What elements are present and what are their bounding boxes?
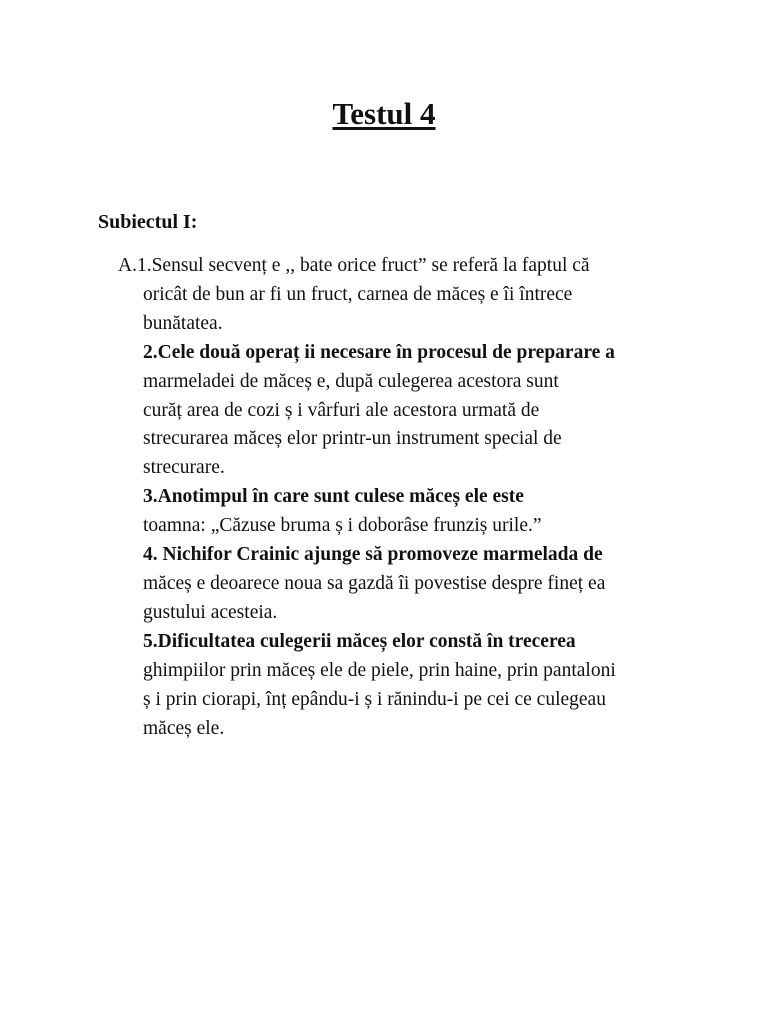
text-line: ghimpiilor prin măceș ele de piele, prin haine, prin pantaloni xyxy=(143,659,616,681)
text-line: 2.Cele două operaț ii necesare în procesul de preparare a xyxy=(143,341,615,363)
text-line: oricât de bun ar fi un fruct, carnea de măceș e îi întrece xyxy=(143,283,573,305)
text-line: 4. Nichifor Crainic ajunge să promoveze marmelada de xyxy=(143,544,603,566)
text-line: marmeladei de măceș e, după culegerea acestora sunt xyxy=(143,370,559,392)
text-line: toamna: „Căzuse bruma ș i doborâse frunziș urile.” xyxy=(143,515,542,537)
text-line: 3.Anotimpul în care sunt culese măceș ele este xyxy=(143,486,524,508)
text-line: curăț area de cozi ș i vârfuri ale acestora urmată de xyxy=(143,399,540,421)
text-line: ș i prin ciorapi, înț epându-i ș i rănindu-i pe cei ce culegeau xyxy=(143,688,606,710)
text-line: bunătatea. xyxy=(143,312,223,334)
text-line: strecurare. xyxy=(143,457,225,479)
answer-body xyxy=(118,252,708,743)
document-title: Testul 4 xyxy=(332,96,436,131)
text-line: măceș e deoarece noua sa gazdă îi povestise despre fineț ea xyxy=(143,572,606,594)
text-line: măceș ele. xyxy=(143,717,225,739)
text-line: gustului acesteia. xyxy=(143,601,278,623)
subject-heading: Subiectul I: xyxy=(98,211,198,233)
text-line: 5.Dificultatea culegerii măceș elor constă în trecerea xyxy=(143,630,576,652)
text-line: strecurarea măceș elor printr-un instrument special de xyxy=(143,428,562,450)
text-line: A.1.Sensul secvenț e ,, bate orice fruct” se referă la faptul că xyxy=(118,255,590,276)
